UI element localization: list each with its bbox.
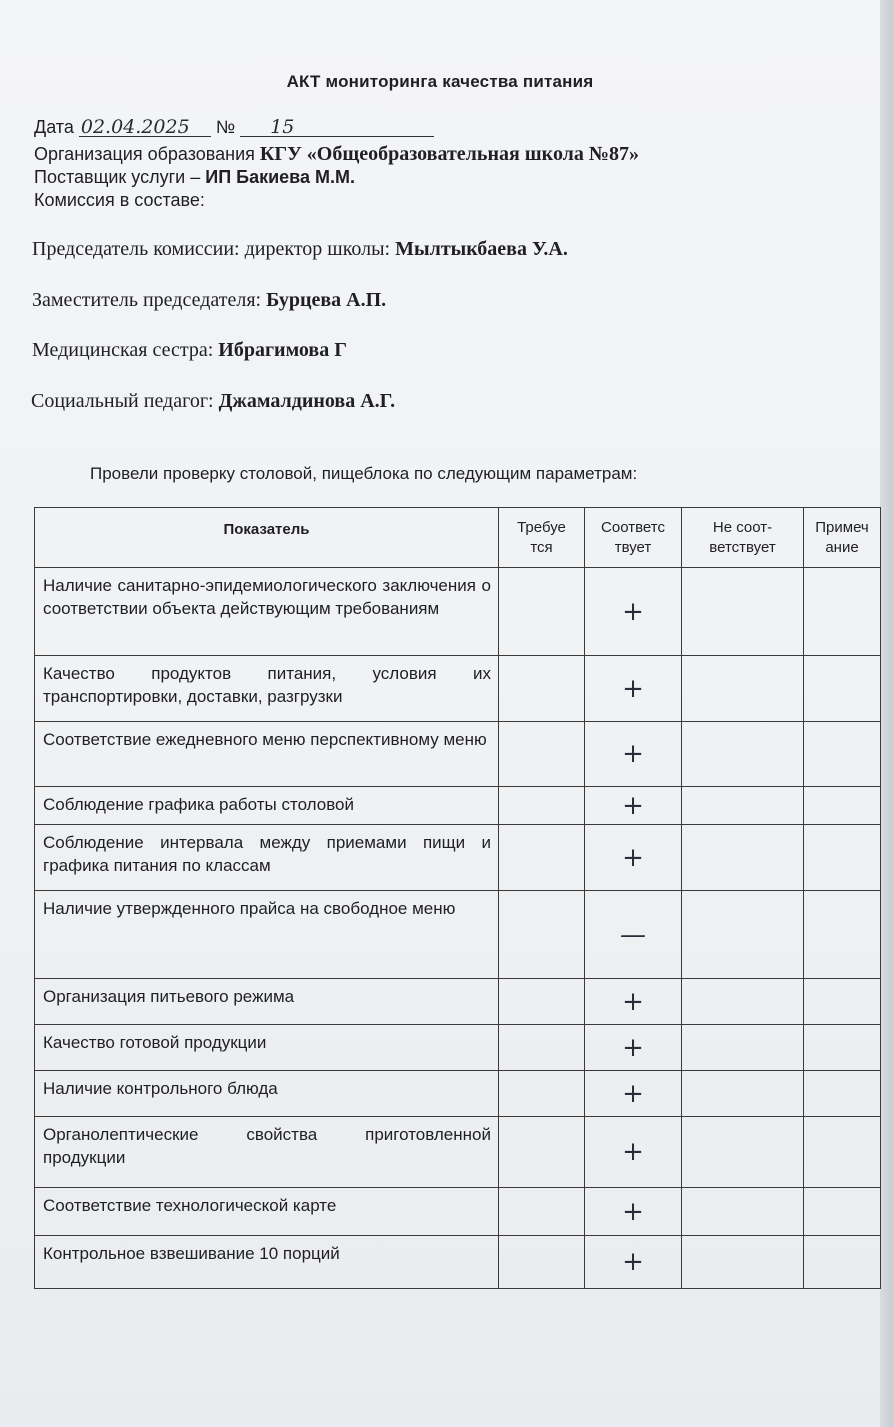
row-note bbox=[804, 787, 881, 825]
row-not-complies bbox=[682, 1236, 804, 1289]
row-indicator: Качество готовой продукции bbox=[35, 1025, 499, 1071]
row-indicator: Качество продуктов питания, условия их транспортировки, доставки, разгрузки bbox=[35, 656, 499, 722]
table-row bbox=[35, 979, 881, 1025]
row-indicator: Контрольное взвешивание 10 порций bbox=[35, 1236, 499, 1289]
row-required bbox=[499, 656, 585, 722]
row-not-complies bbox=[682, 979, 804, 1025]
row-not-complies bbox=[682, 1071, 804, 1117]
row-required bbox=[499, 891, 585, 979]
social-line bbox=[31, 390, 395, 413]
row-indicator: Соблюдение графика работы столовой bbox=[35, 787, 499, 825]
row-not-complies bbox=[682, 568, 804, 656]
row-required bbox=[499, 1236, 585, 1289]
table-row bbox=[35, 825, 881, 891]
row-required bbox=[499, 568, 585, 656]
table-row bbox=[35, 722, 881, 787]
row-note bbox=[804, 979, 881, 1025]
nurse-value: Ибрагимова Г bbox=[218, 339, 347, 361]
row-complies: + bbox=[585, 1071, 682, 1117]
row-complies: + bbox=[585, 568, 682, 656]
chair-label: Председатель комиссии: директор школы: bbox=[32, 238, 391, 260]
row-indicator: Соответствие технологической карте bbox=[35, 1188, 499, 1236]
header-not-complies: Не соот- ветствует bbox=[682, 508, 804, 568]
row-complies: + bbox=[585, 787, 682, 825]
row-not-complies bbox=[682, 825, 804, 891]
table-row bbox=[35, 787, 881, 825]
row-indicator: Органолептические свойства приготовленной продукции bbox=[35, 1117, 499, 1188]
row-indicator: Соответствие ежедневного меню перспективному меню bbox=[35, 722, 499, 787]
row-complies: + bbox=[585, 1236, 682, 1289]
row-note bbox=[804, 722, 881, 787]
intro-text: Провели проверку столовой, пищеблока по следующим параметрам: bbox=[90, 464, 638, 483]
organization-line bbox=[34, 143, 639, 166]
row-note bbox=[804, 1236, 881, 1289]
row-note bbox=[804, 891, 881, 979]
row-note bbox=[804, 1117, 881, 1188]
row-indicator: Наличие утвержденного прайса на свободное меню bbox=[35, 891, 499, 979]
deputy-line bbox=[32, 289, 386, 312]
nurse-line bbox=[32, 339, 347, 362]
social-value: Джамалдинова А.Г. bbox=[218, 390, 396, 412]
row-not-complies bbox=[682, 891, 804, 979]
row-complies: + bbox=[585, 1117, 682, 1188]
monitoring-table bbox=[34, 507, 881, 1289]
deputy-value: Бурцева А.П. bbox=[266, 289, 387, 311]
row-required bbox=[499, 825, 585, 891]
social-label: Социальный педагог: bbox=[31, 390, 214, 412]
row-required bbox=[499, 979, 585, 1025]
row-not-complies bbox=[682, 787, 804, 825]
row-complies: + bbox=[585, 1025, 682, 1071]
row-not-complies bbox=[682, 1117, 804, 1188]
chair-line bbox=[32, 238, 568, 261]
supplier-line bbox=[34, 167, 355, 188]
row-required bbox=[499, 722, 585, 787]
commission-label: Комиссия в составе: bbox=[34, 190, 205, 210]
number-label: № bbox=[215, 117, 236, 137]
page-edge bbox=[880, 0, 893, 1427]
row-indicator: Наличие контрольного блюда bbox=[35, 1071, 499, 1117]
org-value: КГУ «Общеобразовательная школа №87» bbox=[259, 143, 639, 165]
row-not-complies bbox=[682, 1025, 804, 1071]
table-row bbox=[35, 568, 881, 656]
row-not-complies bbox=[682, 722, 804, 787]
document-title: АКТ мониторинга качества питания bbox=[286, 72, 594, 91]
table-row bbox=[35, 656, 881, 722]
number-value: 15 bbox=[240, 118, 434, 137]
header-required: Требуе тся bbox=[499, 508, 585, 568]
table-header-row bbox=[35, 508, 881, 568]
row-complies: + bbox=[585, 979, 682, 1025]
table-row bbox=[35, 891, 881, 979]
header-indicator: Показатель bbox=[35, 508, 499, 568]
row-required bbox=[499, 1071, 585, 1117]
header-complies: Соответс твует bbox=[585, 508, 682, 568]
row-required bbox=[499, 1117, 585, 1188]
row-not-complies bbox=[682, 656, 804, 722]
supplier-value: ИП Бакиева М.М. bbox=[205, 167, 356, 187]
row-note bbox=[804, 656, 881, 722]
row-complies: + bbox=[585, 656, 682, 722]
row-indicator: Организация питьевого режима bbox=[35, 979, 499, 1025]
row-complies: + bbox=[585, 1188, 682, 1236]
nurse-label: Медицинская сестра: bbox=[32, 339, 214, 361]
deputy-label: Заместитель председателя: bbox=[32, 289, 262, 311]
supplier-label: Поставщик услуги – bbox=[34, 167, 201, 187]
table-row bbox=[35, 1188, 881, 1236]
table-row bbox=[35, 1025, 881, 1071]
chair-value: Мылтыкбаева У.А. bbox=[395, 238, 568, 260]
date-label: Дата bbox=[34, 117, 74, 137]
row-note bbox=[804, 568, 881, 656]
row-note bbox=[804, 825, 881, 891]
header-note: Примеч ание bbox=[804, 508, 881, 568]
row-complies: — bbox=[585, 891, 682, 979]
row-note bbox=[804, 1188, 881, 1236]
org-label: Организация образования bbox=[34, 144, 255, 164]
row-note bbox=[804, 1071, 881, 1117]
table-row bbox=[35, 1236, 881, 1289]
row-not-complies bbox=[682, 1188, 804, 1236]
row-required bbox=[499, 1188, 585, 1236]
table-row bbox=[35, 1071, 881, 1117]
row-required bbox=[499, 787, 585, 825]
row-complies: + bbox=[585, 722, 682, 787]
date-value: 02.04.2025 bbox=[79, 118, 211, 137]
row-required bbox=[499, 1025, 585, 1071]
row-note bbox=[804, 1025, 881, 1071]
table-row bbox=[35, 1117, 881, 1188]
row-indicator: Наличие санитарно-эпидемиологического заключения о соответствии объекта действующим требованиям bbox=[35, 568, 499, 656]
date-number-line bbox=[34, 117, 434, 138]
row-complies: + bbox=[585, 825, 682, 891]
row-indicator: Соблюдение интервала между приемами пищи и графика питания по классам bbox=[35, 825, 499, 891]
